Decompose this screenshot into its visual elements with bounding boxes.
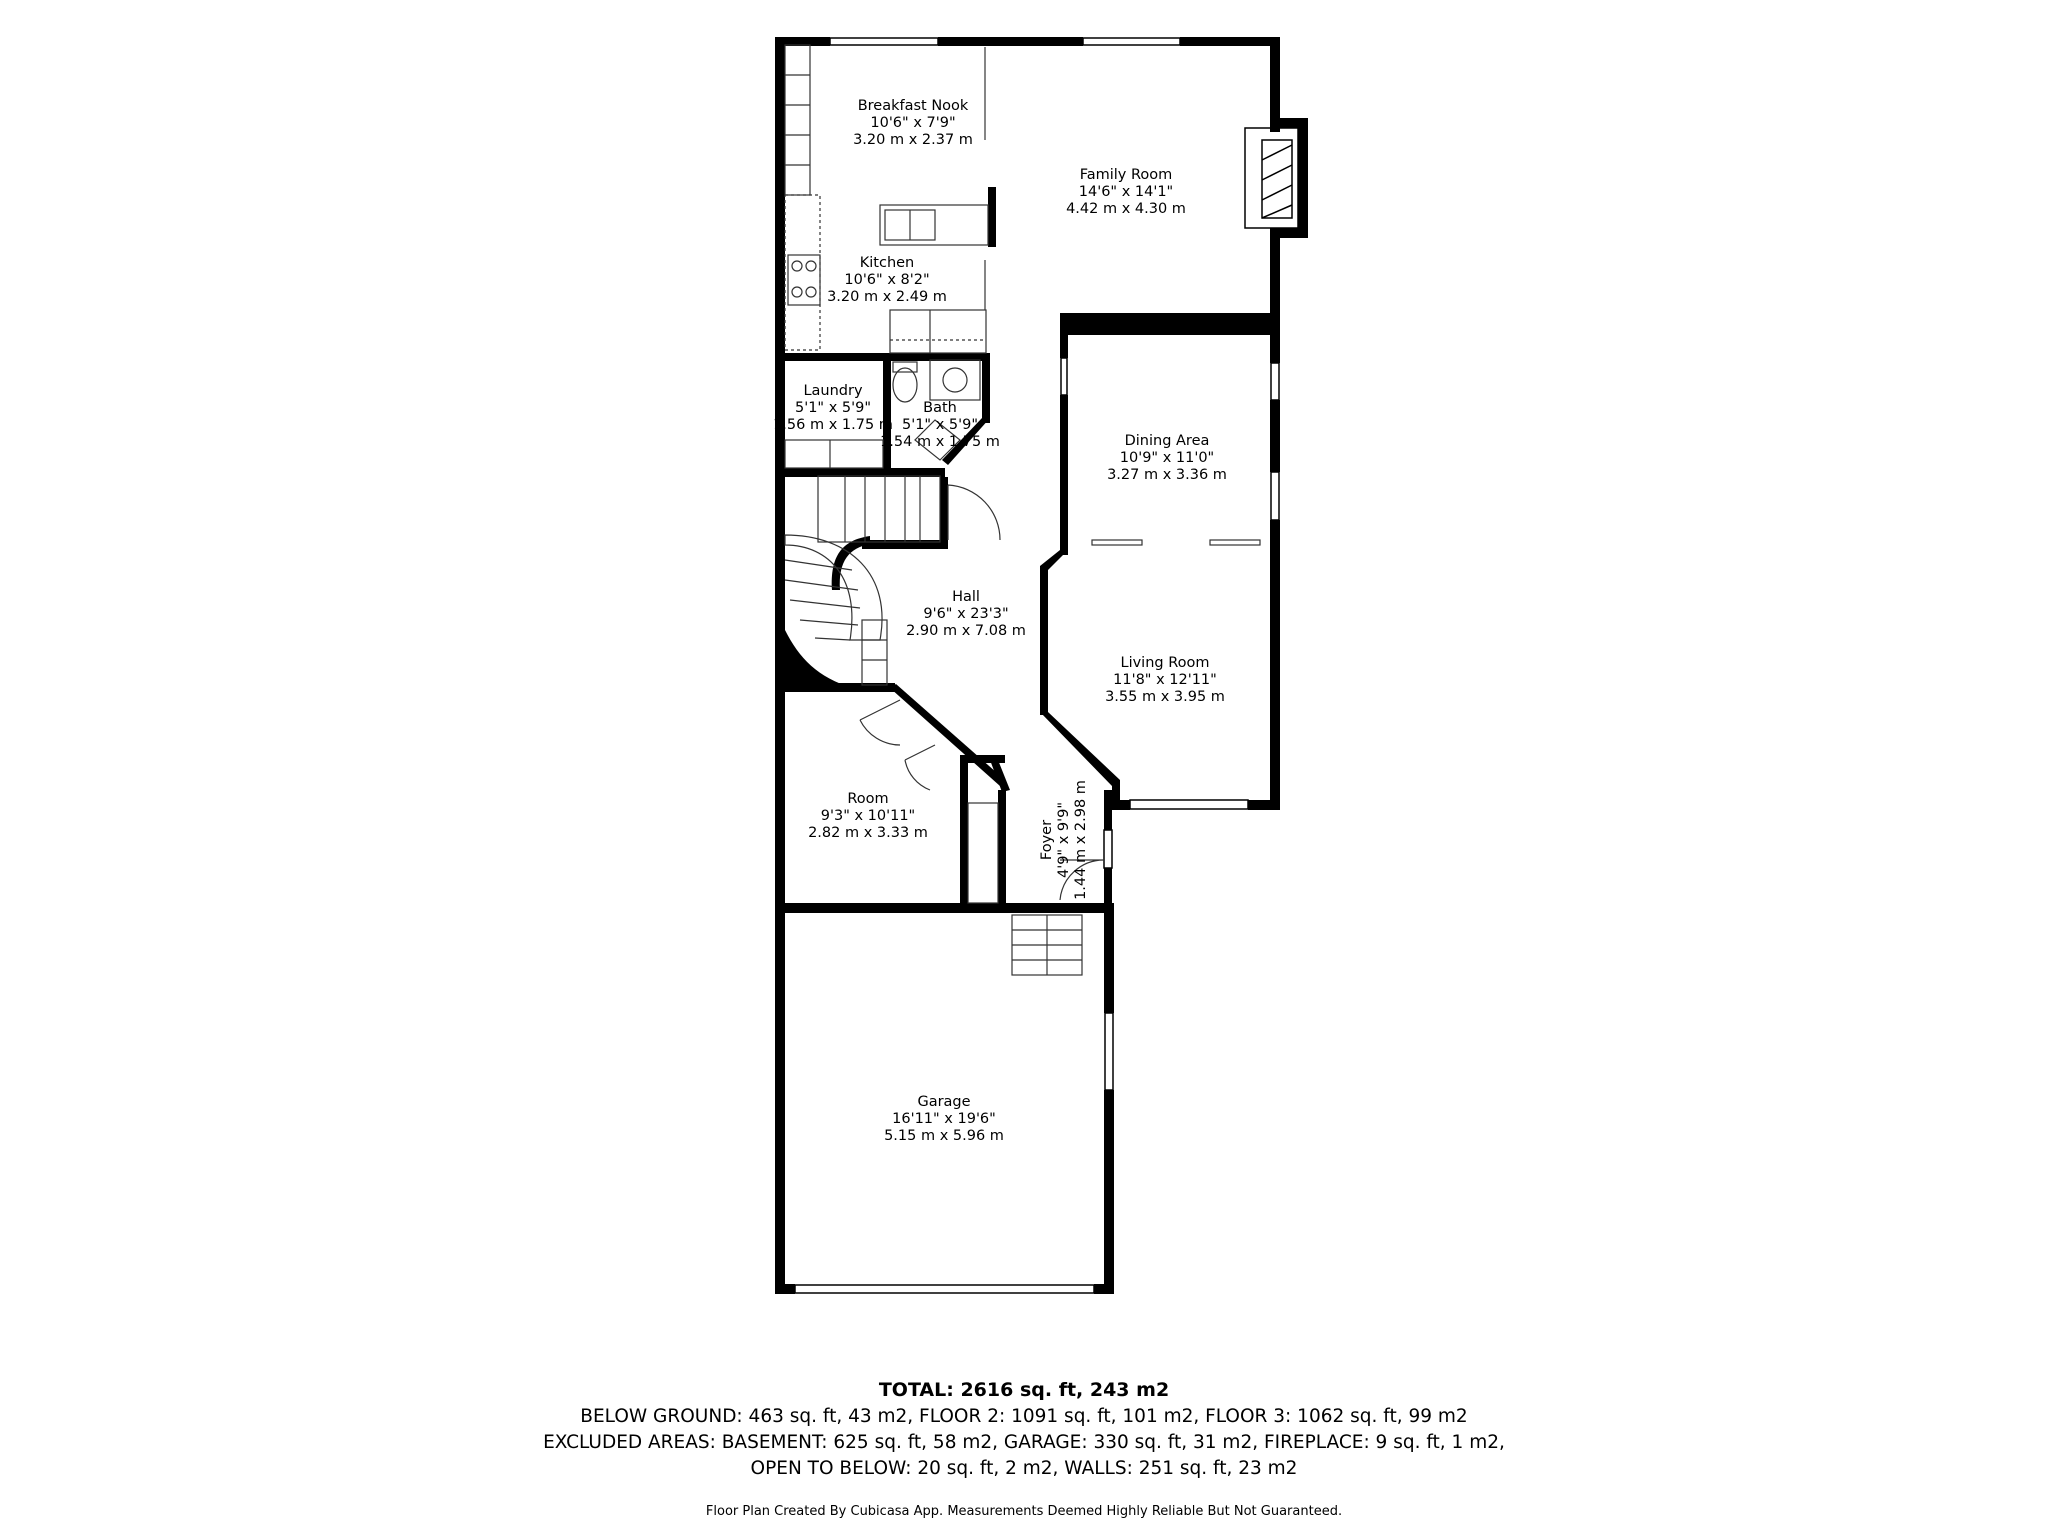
family-room-name: Family Room — [1079, 167, 1173, 183]
garage-imperial: 16'11" x 19'6" — [892, 1111, 996, 1127]
room-label-living-room — [1105, 655, 1225, 705]
breakfast-nook-name: Breakfast Nook — [857, 98, 969, 114]
excluded-areas: EXCLUDED AREAS: BASEMENT: 625 sq. ft, 58 m2, GARAGE: 330 sq. ft, 31 m2, FIREPLACE: 9 sq. ft, 1 m2, — [543, 1432, 1505, 1453]
living-room-imperial: 11'8" x 12'11" — [1113, 672, 1217, 688]
bath-imperial: 5'1" x 5'9" — [901, 417, 979, 433]
total-area: TOTAL: 2616 sq. ft, 243 m2 — [878, 1379, 1170, 1401]
hall-name: Hall — [952, 589, 980, 605]
family-room-imperial: 14'6" x 14'1" — [1078, 184, 1174, 200]
foyer-name: Foyer — [1039, 819, 1055, 861]
laundry-imperial: 5'1" x 5'9" — [794, 400, 872, 416]
living-room-metric: 3.55 m x 3.95 m — [1105, 689, 1225, 705]
laundry-name: Laundry — [803, 383, 863, 399]
family-room-metric: 4.42 m x 4.30 m — [1066, 201, 1186, 217]
kitchen-name: Kitchen — [859, 255, 915, 271]
room-imperial: 9'3" x 10'11" — [820, 808, 916, 824]
foyer-imperial: 4'9" x 9'9" — [1056, 801, 1072, 879]
kitchen-fixtures — [785, 45, 988, 353]
hall-metric: 2.90 m x 7.08 m — [906, 623, 1026, 639]
bath-name: Bath — [923, 400, 957, 416]
room-name: Room — [847, 791, 889, 807]
room-label-garage — [884, 1094, 1004, 1144]
foyer-metric: 1.44 m x 2.98 m — [1073, 780, 1089, 900]
room-label-family-room — [1066, 167, 1186, 217]
room-label-kitchen — [827, 255, 947, 305]
kitchen-metric: 3.20 m x 2.49 m — [827, 289, 947, 305]
breakfast-nook-metric: 3.20 m x 2.37 m — [853, 132, 973, 148]
living-room-name: Living Room — [1120, 655, 1210, 671]
room-label-foyer — [1039, 780, 1089, 900]
laundry-fixtures — [785, 440, 883, 468]
dining-area-metric: 3.27 m x 3.36 m — [1107, 467, 1227, 483]
room-label-dining-area — [1107, 433, 1227, 483]
laundry-metric: 1.56 m x 1.75 m — [773, 417, 893, 433]
room-label-hall — [906, 589, 1026, 639]
breakfast-nook-imperial: 10'6" x 7'9" — [870, 115, 956, 131]
hall-imperial: 9'6" x 23'3" — [923, 606, 1009, 622]
open-walls-areas: OPEN TO BELOW: 20 sq. ft, 2 m2, WALLS: 251 sq. ft, 23 m2 — [750, 1458, 1298, 1479]
room-metric: 2.82 m x 3.33 m — [808, 825, 928, 841]
walls — [775, 37, 1308, 1294]
dining-area-imperial: 10'9" x 11'0" — [1119, 450, 1215, 466]
floor-areas: BELOW GROUND: 463 sq. ft, 43 m2, FLOOR 2: 1091 sq. ft, 101 m2, FLOOR 3: 1062 sq. ft, 99 m2 — [580, 1406, 1468, 1427]
bath-metric: 1.54 m x 1.75 m — [880, 434, 1000, 450]
dining-area-name: Dining Area — [1124, 433, 1210, 449]
room-label-room — [808, 791, 928, 841]
kitchen-imperial: 10'6" x 8'2" — [844, 272, 930, 288]
garage-name: Garage — [917, 1094, 971, 1110]
fireplace — [1245, 128, 1298, 228]
garage-metric: 5.15 m x 5.96 m — [884, 1128, 1004, 1144]
room-label-laundry — [773, 383, 893, 433]
credit-note: Floor Plan Created By Cubicasa App. Measurements Deemed Highly Reliable But Not Guaranteed. — [705, 1504, 1343, 1519]
room-label-breakfast-nook — [853, 98, 973, 148]
